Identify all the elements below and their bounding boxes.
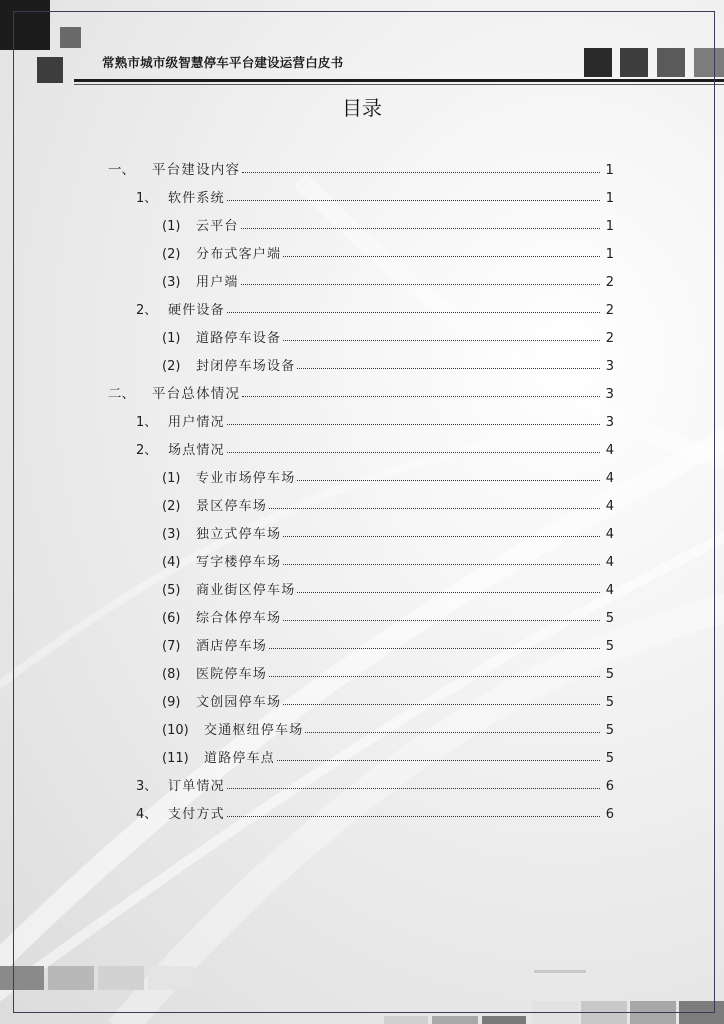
- toc-entry-label: 用户情况: [168, 415, 225, 430]
- toc-entry-label: 写字楼停车场: [196, 555, 282, 570]
- toc-page-number: 1: [605, 162, 614, 178]
- toc-entry-number: (2): [162, 499, 181, 514]
- toc-page-number: 2: [605, 275, 614, 290]
- header-title: 常熟市城市级智慧停车平台建设运营白皮书: [102, 55, 344, 70]
- toc-entry-number: 一、: [108, 162, 135, 178]
- toc-entry-number: 2、: [136, 303, 158, 318]
- toc-page-number: 4: [605, 471, 614, 486]
- toc-page-number: 4: [605, 527, 614, 542]
- toc-entry-number: 2、: [136, 443, 158, 458]
- toc-entry-number: 二、: [108, 386, 135, 402]
- toc-entry-number: (5): [162, 583, 181, 598]
- toc-page-number: 5: [605, 611, 614, 626]
- toc-page-number: 4: [605, 583, 614, 598]
- toc-page-number: 1: [605, 219, 614, 234]
- toc-entry-label: 分布式客户端: [196, 247, 282, 262]
- toc-entry-number: (1): [162, 331, 181, 346]
- toc-entry-label: 景区停车场: [196, 499, 268, 514]
- toc-entry-number: (10): [162, 723, 189, 738]
- toc-page-number: 4: [605, 555, 614, 570]
- toc-page-number: 5: [605, 639, 614, 654]
- toc-page-number: 5: [605, 723, 614, 738]
- toc-entry-label: 硬件设备: [168, 303, 225, 318]
- toc-page-number: 3: [605, 359, 614, 374]
- toc-page-number: 4: [605, 443, 614, 458]
- toc-entry-number: (1): [162, 219, 181, 234]
- footer-bar-decoration: [432, 1016, 478, 1024]
- page-border: [13, 11, 715, 1013]
- toc-page-number: 4: [605, 499, 614, 514]
- toc-page-number: 3: [605, 386, 614, 402]
- toc-entry-label: 酒店停车场: [196, 639, 268, 654]
- toc-entry-number: (8): [162, 667, 181, 682]
- toc-entry-number: (2): [162, 247, 181, 262]
- toc-page-number: 5: [605, 667, 614, 682]
- toc-page-number: 3: [605, 415, 614, 430]
- toc-entry-number: 3、: [136, 779, 158, 794]
- toc-entry-label: 医院停车场: [196, 667, 268, 682]
- toc-entry-label: 平台建设内容: [152, 162, 241, 178]
- toc-entry-label: 软件系统: [168, 191, 225, 206]
- toc-entry-number: (6): [162, 611, 181, 626]
- toc-page-number: 5: [605, 695, 614, 710]
- toc-entry-label: 用户端: [196, 275, 239, 290]
- toc-entry-label: 综合体停车场: [196, 611, 282, 626]
- toc-entry-label: 商业街区停车场: [196, 583, 296, 598]
- toc-entry-label: 文创园停车场: [196, 695, 282, 710]
- toc-page-number: 2: [605, 303, 614, 318]
- toc-entry-label: 平台总体情况: [152, 386, 241, 402]
- toc-entry-number: (2): [162, 359, 181, 374]
- toc-entry-number: (4): [162, 555, 181, 570]
- toc-page-number: 6: [605, 779, 614, 794]
- toc-page-number: 1: [605, 191, 614, 206]
- toc-entry-number: (9): [162, 695, 181, 710]
- toc-entry-label: 道路停车设备: [196, 331, 282, 346]
- toc-entry-number: (7): [162, 639, 181, 654]
- toc-page-number: 1: [605, 247, 614, 262]
- toc-entry-label: 支付方式: [168, 807, 225, 822]
- toc-entry-number: (11): [162, 751, 189, 766]
- footer-bar-decoration: [482, 1016, 526, 1024]
- toc-entry-number: (3): [162, 527, 181, 542]
- toc-entry-label: 独立式停车场: [196, 527, 282, 542]
- toc-title: 目录: [342, 96, 382, 120]
- toc-entry-number: 1、: [136, 191, 158, 206]
- toc-entry-label: 专业市场停车场: [196, 471, 296, 486]
- toc-entry-label: 道路停车点: [204, 751, 276, 766]
- toc-entry-number: (3): [162, 275, 181, 290]
- toc-entry-number: 4、: [136, 807, 158, 822]
- toc-page-number: 5: [605, 751, 614, 766]
- toc-entry-label: 场点情况: [168, 443, 225, 458]
- toc-entry-number: (1): [162, 471, 181, 486]
- toc-entry-label: 封闭停车场设备: [196, 359, 296, 374]
- toc-entry-label: 订单情况: [168, 779, 225, 794]
- toc-entry-label: 交通枢纽停车场: [204, 723, 304, 738]
- toc-entry-label: 云平台: [196, 219, 239, 234]
- toc-entry-number: 1、: [136, 415, 158, 430]
- toc-page-number: 6: [605, 807, 614, 822]
- footer-bar-decoration: [384, 1016, 428, 1024]
- toc-page-number: 2: [605, 331, 614, 346]
